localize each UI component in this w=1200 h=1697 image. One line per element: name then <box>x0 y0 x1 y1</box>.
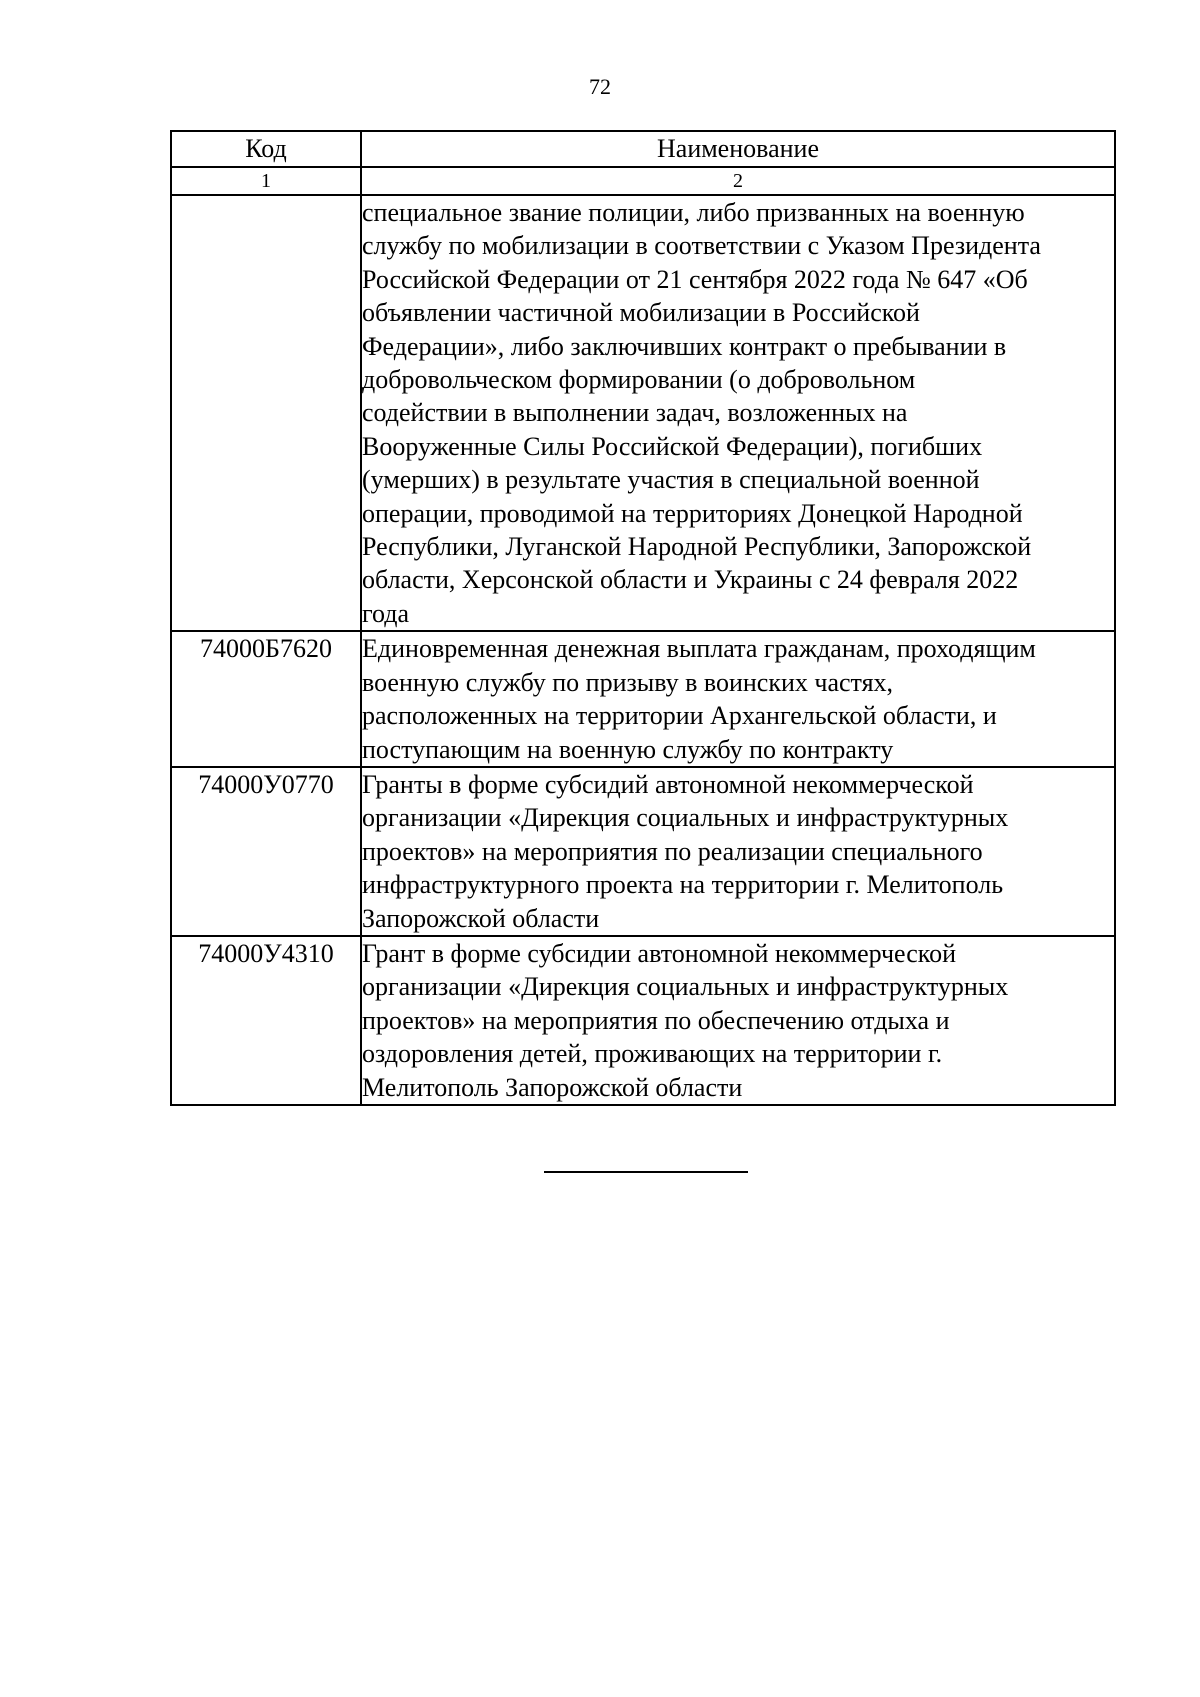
name-cell <box>361 936 1115 1105</box>
name-line: объявлении частичной мобилизации в Российской <box>362 298 920 328</box>
name-line: Российской Федерации от 21 сентября 2022 года № 647 «Об <box>362 264 1028 294</box>
name-line: области, Херсонской области и Украины с 24 февраля 2022 <box>362 565 1019 595</box>
column-number-row <box>171 167 1115 195</box>
table-header <box>171 131 1115 195</box>
name-line: Республики, Луганской Народной Республики, Запорожской <box>362 532 1032 562</box>
name-line: (умерших) в результате участия в специальной военной <box>362 465 980 495</box>
name-line: Единовременная денежная выплата гражданам, проходящим <box>362 634 1036 664</box>
name-line: Грант в форме субсидии автономной некоммерческой <box>362 938 957 968</box>
name-line: Федерации», либо заключивших контракт о пребывании в <box>362 331 1007 361</box>
name-cell <box>361 631 1115 767</box>
name-line: содействии в выполнении задач, возложенных на <box>362 398 908 428</box>
name-line: оздоровления детей, проживающих на территории г. <box>362 1039 943 1069</box>
name-line: проектов» на мероприятия по обеспечению отдыха и <box>362 1005 950 1035</box>
table-row <box>171 767 1115 936</box>
header-name: Наименование <box>361 131 1115 167</box>
table-body <box>171 195 1115 1105</box>
table-row <box>171 195 1115 631</box>
name-line: поступающим на военную службу по контракту <box>362 734 894 764</box>
column-number-name: 2 <box>361 167 1115 195</box>
name-line: Запорожской области <box>362 903 600 933</box>
name-line: военную службу по призыву в воинских частях, <box>362 667 894 697</box>
column-number-code: 1 <box>171 167 361 195</box>
classification-table <box>170 130 1116 1106</box>
end-of-document-rule <box>544 1171 748 1173</box>
name-line: Гранты в форме субсидий автономной некоммерческой <box>362 769 974 799</box>
header-row <box>171 131 1115 167</box>
code-cell: 74000Б7620 <box>171 631 361 767</box>
code-cell: 74000У0770 <box>171 767 361 936</box>
name-line: Мелитополь Запорожской области <box>362 1072 743 1102</box>
name-line: организации «Дирекция социальных и инфраструктурных <box>362 803 1009 833</box>
header-code: Код <box>171 131 361 167</box>
name-line: службу по мобилизации в соответствии с Указом Президента <box>362 231 1041 261</box>
code-cell <box>171 195 361 631</box>
name-line: специальное звание полиции, либо призванных на военную <box>362 198 1025 227</box>
name-line: проектов» на мероприятия по реализации специального <box>362 836 983 866</box>
code-cell: 74000У4310 <box>171 936 361 1105</box>
name-line: инфраструктурного проекта на территории г. Мелитополь <box>362 870 1004 900</box>
name-line: Вооруженные Силы Российской Федерации), погибших <box>362 431 983 461</box>
name-line: года <box>362 598 410 628</box>
table-row <box>171 631 1115 767</box>
name-line: организации «Дирекция социальных и инфраструктурных <box>362 972 1009 1002</box>
name-cell <box>361 195 1115 631</box>
name-line: расположенных на территории Архангельской области, и <box>362 701 997 731</box>
table-row <box>171 936 1115 1105</box>
name-cell <box>361 767 1115 936</box>
name-line: добровольческом формировании (о добровольном <box>362 365 916 395</box>
page-number: 72 <box>589 74 611 99</box>
name-line: операции, проводимой на территориях Донецкой Народной <box>362 498 1023 528</box>
